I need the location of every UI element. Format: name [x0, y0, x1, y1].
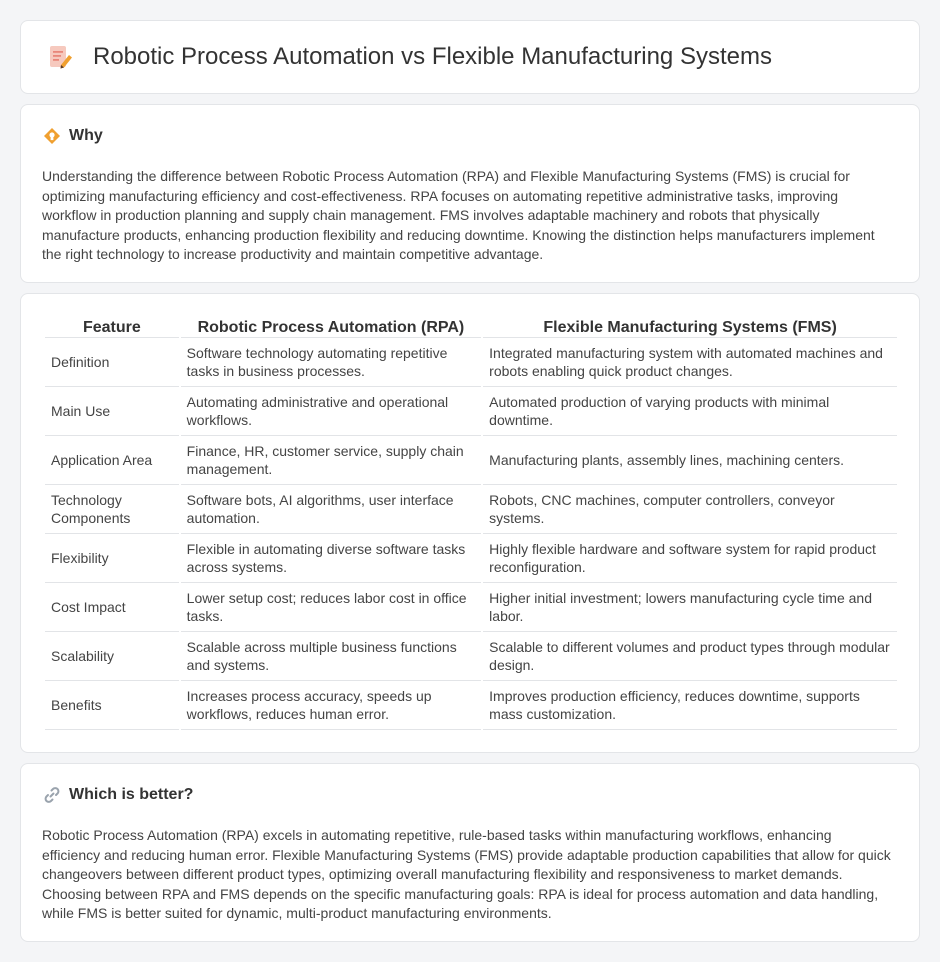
rpa-cell: Increases process accuracy, speeds up workflows, reduces human error. [181, 681, 482, 730]
feature-cell: Application Area [45, 436, 179, 485]
better-title: Which is better? [69, 786, 194, 803]
table-row [45, 485, 897, 534]
feature-cell: Scalability [45, 632, 179, 681]
fms-cell: Manufacturing plants, assembly lines, machining centers. [483, 436, 897, 485]
comparison-table [43, 316, 899, 730]
fms-cell: Scalable to different volumes and product types through modular design. [483, 632, 897, 681]
feature-cell: Cost Impact [45, 583, 179, 632]
feature-cell: Main Use [45, 387, 179, 436]
rpa-cell: Flexible in automating diverse software tasks across systems. [181, 534, 482, 583]
why-heading [43, 127, 103, 145]
rpa-cell: Software bots, AI algorithms, user interface automation. [181, 485, 482, 534]
feature-cell: Flexibility [45, 534, 179, 583]
table-row [45, 436, 897, 485]
fms-cell: Automated production of varying products with minimal downtime. [483, 387, 897, 436]
table-row [45, 583, 897, 632]
why-card [20, 104, 920, 283]
fms-cell: Higher initial investment; lowers manufacturing cycle time and labor. [483, 583, 897, 632]
table-header-row [45, 316, 897, 338]
why-title: Why [69, 127, 103, 144]
link-icon [43, 786, 61, 804]
table-row [45, 534, 897, 583]
rpa-cell: Finance, HR, customer service, supply chain management. [181, 436, 482, 485]
rpa-cell: Lower setup cost; reduces labor cost in office tasks. [181, 583, 482, 632]
better-body: Robotic Process Automation (RPA) excels in automating repetitive, rule-based tasks within manufacturing workflows, enhancing efficiency and reducing human error. Flexible Manufacturing Systems (FMS) provide adaptable production capabilities that allow for quick changeovers between different product types, optimizing overall manufacturing flexibility and responsiveness to market demands. Choosing between RPA and FMS depends on the specific manufacturing goals: RPA is ideal for process automation and data handling, while FMS is better suited for dynamic, multi-product manufacturing environments. [42, 827, 891, 921]
table-row [45, 632, 897, 681]
feature-cell: Benefits [45, 681, 179, 730]
document-edit-icon [47, 44, 73, 70]
header-rpa: Robotic Process Automation (RPA) [181, 316, 482, 338]
title-row [47, 43, 772, 71]
table-row [45, 681, 897, 730]
rpa-cell: Scalable across multiple business functions and systems. [181, 632, 482, 681]
header-card [20, 20, 920, 94]
which-better-card [20, 763, 920, 942]
fms-cell: Integrated manufacturing system with automated machines and robots enabling quick product changes. [483, 338, 897, 387]
page-title: Robotic Process Automation vs Flexible Manufacturing Systems [93, 43, 772, 70]
comparison-card [20, 293, 920, 753]
fms-cell: Improves production efficiency, reduces downtime, supports mass customization. [483, 681, 897, 730]
why-body: Understanding the difference between Robotic Process Automation (RPA) and Flexible Manufacturing Systems (FMS) is crucial for optimizing manufacturing efficiency and cost-effectiveness. RPA focuses on automating repetitive administrative tasks, improving workflow in production planning and supply chain management. FMS involves adaptable machinery and robots that physically manufacture products, enhancing production flexibility and reducing downtime. Knowing the distinction helps manufacturers implement the right technology to increase productivity and maintain competitive advantage. [42, 168, 875, 262]
lightbulb-icon [43, 127, 61, 145]
header-fms: Flexible Manufacturing Systems (FMS) [483, 316, 897, 338]
better-heading [43, 786, 193, 804]
table-row [45, 338, 897, 387]
fms-cell: Robots, CNC machines, computer controllers, conveyor systems. [483, 485, 897, 534]
rpa-cell: Automating administrative and operational workflows. [181, 387, 482, 436]
feature-cell: Technology Components [45, 485, 179, 534]
fms-cell: Highly flexible hardware and software system for rapid product reconfiguration. [483, 534, 897, 583]
feature-cell: Definition [45, 338, 179, 387]
header-feature: Feature [45, 316, 179, 338]
rpa-cell: Software technology automating repetitive tasks in business processes. [181, 338, 482, 387]
table-row [45, 387, 897, 436]
